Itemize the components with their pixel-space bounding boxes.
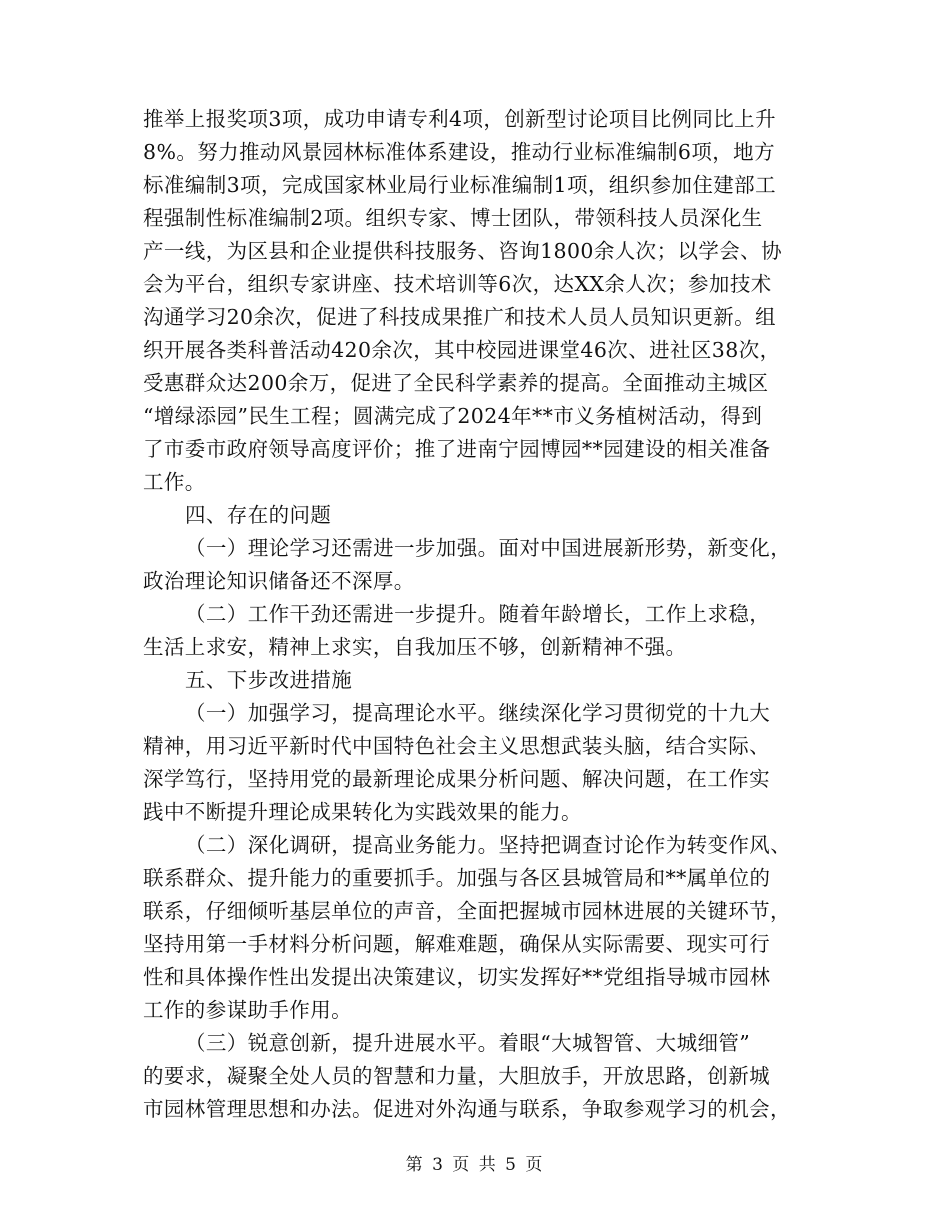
text-line: 践中不断提升理论成果转化为实践效果的能力。 [143, 800, 582, 824]
text-line: 工作。 [143, 470, 206, 494]
text-line: 了市委市政府领导高度评价；推了进南宁园博园**园建设的相关准备 [143, 437, 771, 461]
text-line: 性和具体操作性出发提出决策建议，切实发挥好**党组指导城市园林 [143, 965, 771, 989]
text-line: 产一线，为区县和企业提供科技服务、咨询1800余人次；以学会、协 [143, 239, 782, 263]
text-line: 程强制性标准编制2项。组织专家、博士团队，带领科技人员深化生 [143, 206, 763, 230]
text-line: 8%。努力推动风景园林标准体系建设，推动行业标准编制6项，地方 [143, 140, 775, 164]
text-line: （一）加强学习，提高理论水平。继续深化学习贯彻党的十九大 [185, 701, 771, 725]
text-line: 联系群众、提升能力的重要抓手。加强与各区县城管局和**属单位的 [143, 866, 771, 890]
text-line: 会为平台，组织专家讲座、技术培训等6次，达XX余人次；参加技术 [143, 272, 772, 296]
text-line: （一）理论学习还需进一步加强。面对中国进展新形势，新变化， [185, 536, 792, 560]
text-line: 政治理论知识储备还不深厚。 [143, 569, 415, 593]
text-line: 推举上报奖项3项，成功申请专利4项，创新型讨论项目比例同比上升 [143, 107, 776, 131]
text-line: （二）深化调研，提高业务能力。坚持把调查讨论作为转变作风、 [185, 833, 792, 857]
text-line: 联系，仔细倾听基层单位的声音，全面把握城市园林进展的关键环节， [143, 899, 791, 923]
document-body [143, 103, 813, 1126]
text-line: 沟通学习20余次，促进了科技成果推广和技术人员人员知识更新。组 [143, 305, 776, 329]
text-line: 五、下步改进措施 [185, 668, 353, 692]
text-line: 深学笃行，坚持用党的最新理论成果分析问题、解决问题，在工作实 [143, 767, 770, 791]
text-line: 坚持用第一手材料分析问题，解难难题，确保从实际需要、现实可行 [143, 932, 770, 956]
text-line: 四、存在的问题 [185, 503, 332, 527]
text-line: 织开展各类科普活动420余次，其中校园进课堂46次、进社区38次， [143, 338, 781, 362]
text-line: 标准编制3项，完成国家林业局行业标准编制1项，组织参加住建部工 [143, 173, 776, 197]
text-line: 市园林管理思想和办法。促进对外沟通与联系，争取参观学习的机会， [143, 1097, 791, 1121]
text-line: “增绿添园”民生工程；圆满完成了2024年**市义务植树活动，得到 [143, 404, 763, 428]
text-line: 生活上求安，精神上求实，自我加压不够，创新精神不强。 [143, 635, 687, 659]
text-line: 受惠群众达200余万，促进了全民科学素养的提高。全面推动主城区 [143, 371, 769, 395]
text-line: 的要求，凝聚全处人员的智慧和力量，大胆放手，开放思路，创新城 [143, 1064, 770, 1088]
text-line: 工作的参谋助手作用。 [143, 998, 352, 1022]
text-line: 精神，用习近平新时代中国特色社会主义思想武装头脑，结合实际、 [143, 734, 770, 758]
text-line: （三）锐意创新，提升进展水平。着眼“大城智管、大城细管” [185, 1031, 751, 1055]
page-footer: 第 3 页 共 5 页 [405, 1155, 545, 1175]
text-line: （二）工作干劲还需进一步提升。随着年龄增长，工作上求稳， [185, 602, 771, 626]
